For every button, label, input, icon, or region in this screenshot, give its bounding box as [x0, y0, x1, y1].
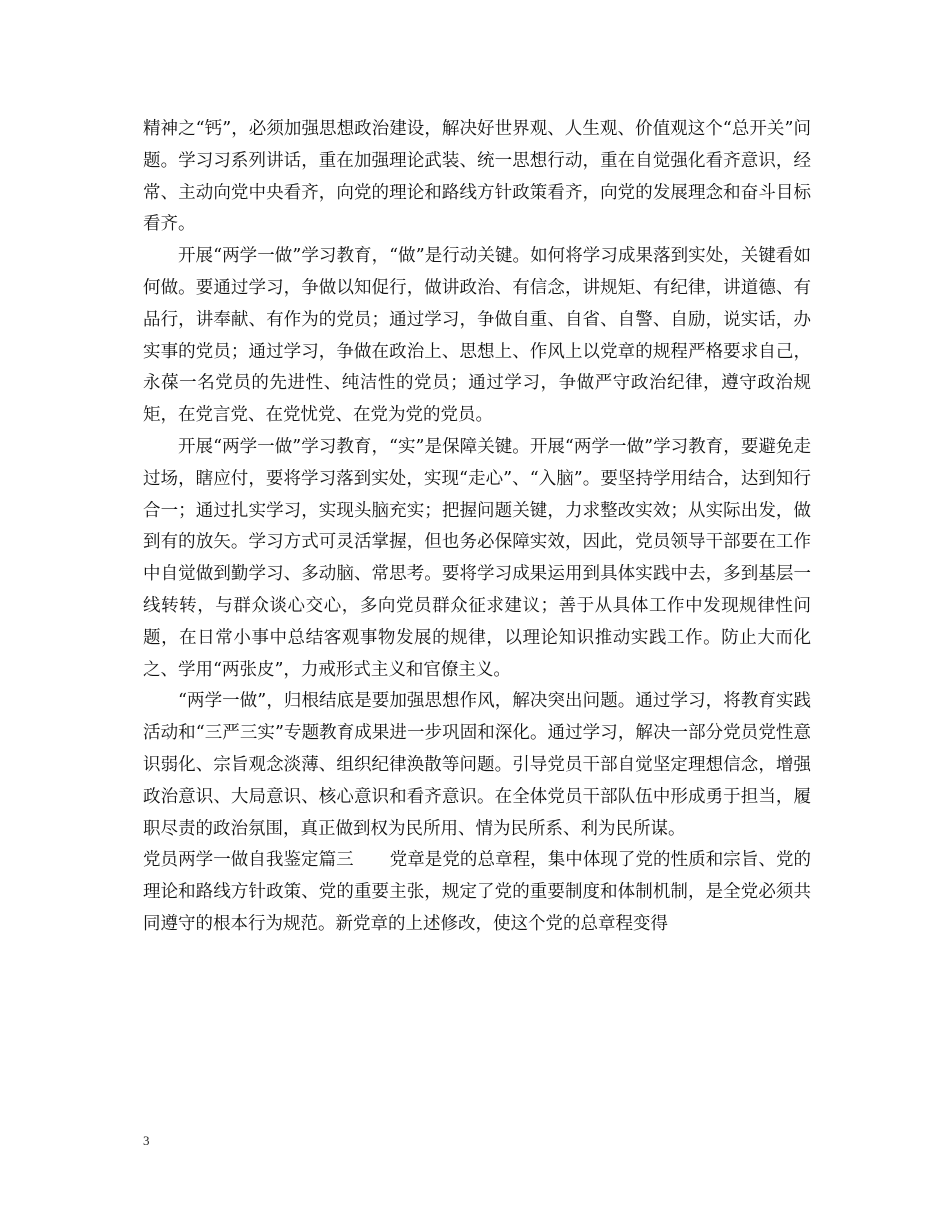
- paragraph-1: 精神之“钙”，必须加强思想政治建设，解决好世界观、人生观、价值观这个“总开关”问题。学习习系列讲话，重在加强理论武装、统一思想行动，重在自觉强化看齐意识，经常、主动向党中央看齐，向党的理论和路线方针政策看齐，向党的发展理念和奋斗目标看齐。: [143, 119, 811, 235]
- paragraph-2: 开展“两学一做”学习教育，“做”是行动关键。如何将学习成果落到实处，关键看如何做。要通过学习，争做以知促行，做讲政治、有信念，讲规矩、有纪律，讲道德、有品行，讲奉献、有作为的党员；通过学习，争做自重、自省、自警、自励，说实话，办实事的党员；通过学习，争做在政治上、思想上、作风上以党章的规程严格要求自己，永葆一名党员的先进性、纯洁性的党员；通过学习，争做严守政治纪律，遵守政治规矩，在党言党、在党忧党、在党为党的党员。: [143, 246, 811, 426]
- section-three: [143, 845, 811, 940]
- paragraph-4: “两学一做”，归根结底是要加强思想作风，解决突出问题。通过学习，将教育实践活动和“三严三实”专题教育成果进一步巩固和深化。通过学习，解决一部分党员党性意识弱化、宗旨观念淡薄、组织纪律涣散等问题。引导党员干部自觉坚定理想信念，增强政治意识、大局意识、核心意识和看齐意识。在全体党员干部队伍中形成勇于担当，履职尽责的政治氛围，真正做到权为民所用、情为民所系、利为民所谋。: [143, 691, 811, 839]
- section-text: 党章是党的总章程，集中体现了党的性质和宗旨、党的理论和路线方针政策、党的重要主张，规定了党的重要制度和体制机制，是全党必须共同遵守的根本行为规范。新党章的上述修改，使这个党的总章程变得: [143, 850, 812, 934]
- document-body: [143, 114, 811, 941]
- page-number: 3: [143, 1133, 150, 1148]
- paragraph-3: 开展“两学一做”学习教育，“实”是保障关键。开展“两学一做”学习教育，要避免走过场，瞎应付，要将学习落到实处，实现“走心”、“入脑”。要坚持学用结合，达到知行合一；通过扎实学习，实现头脑充实；把握问题关键，力求整改实效；从实际出发，做到有的放矢。学习方式可灵活掌握，但也务必保障实效，因此，党员领导干部要在工作中自觉做到勤学习、多动脑、常思考。要将学习成果运用到具体实践中去，多到基层一线转转，与群众谈心交心，多向党员群众征求建议；善于从具体工作中发现规律性问题，在日常小事中总结客观事物发展的规律，以理论知识推动实践工作。防止大而化之、学用“两张皮”，力戒形式主义和官僚主义。: [143, 436, 811, 680]
- section-heading: 党员两学一做自我鉴定篇三: [143, 850, 354, 871]
